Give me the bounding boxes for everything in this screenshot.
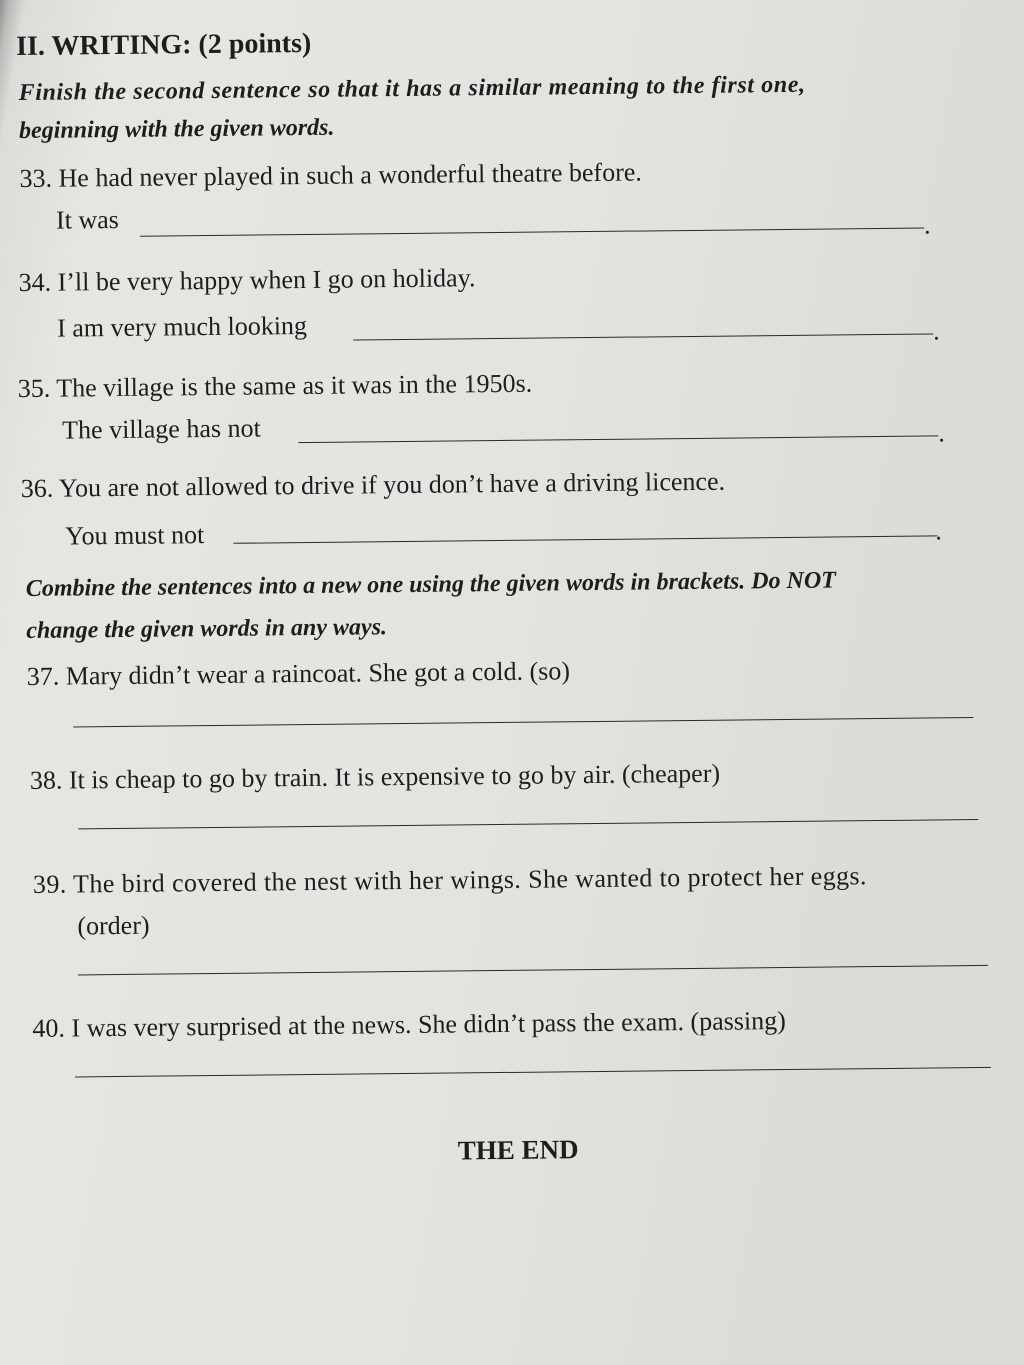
- question-35-prompt: 35. The village is the same as it was in the 1950s.: [17, 368, 533, 404]
- section-heading: II. WRITING: (2 points): [16, 27, 312, 63]
- question-38-prompt: 38. It is cheap to go by train. It is expensive to go by air. (cheaper): [29, 758, 721, 795]
- period-34: .: [933, 316, 940, 346]
- instruction-rewrite-line2: beginning with the given words.: [18, 114, 335, 145]
- question-34-prompt: 34. I’ll be very happy when I go on holiday.: [18, 263, 476, 298]
- question-36-starter: You must not: [65, 520, 205, 551]
- answer-line-38[interactable]: [78, 819, 978, 829]
- question-37-prompt: 37. Mary didn’t wear a raincoat. She got a cold. (so): [26, 656, 571, 691]
- answer-line-36[interactable]: [233, 535, 937, 543]
- answer-line-39[interactable]: [78, 965, 988, 976]
- instruction-combine-line1: Combine the sentences into a new one using the given words in brackets. Do NOT: [25, 567, 837, 602]
- question-34-starter: I am very much looking: [56, 311, 308, 343]
- instruction-rewrite-line1: Finish the second sentence so that it has a similar meaning to the first one,: [18, 71, 806, 107]
- period-36: .: [935, 516, 942, 546]
- question-33-starter: It was: [55, 204, 119, 235]
- question-36-prompt: 36. You are not allowed to drive if you don’t have a driving licence.: [20, 466, 726, 504]
- answer-line-33[interactable]: [140, 228, 924, 237]
- question-39-prompt-line2: (order): [77, 910, 150, 941]
- question-35-starter: The village has not: [62, 413, 261, 445]
- question-40-prompt: 40. I was very surprised at the news. She didn’t pass the exam. (passing): [32, 1006, 786, 1043]
- answer-line-34[interactable]: [353, 333, 933, 340]
- answer-line-37[interactable]: [73, 717, 973, 727]
- question-39-prompt-line1: 39. The bird covered the nest with her wings. She wanted to protect her eggs.: [32, 861, 868, 899]
- period-33: .: [923, 210, 931, 240]
- period-35: .: [938, 418, 945, 448]
- answer-line-35[interactable]: [298, 435, 938, 443]
- instruction-combine-line2: change the given words in any ways.: [26, 614, 388, 644]
- answer-line-40[interactable]: [75, 1067, 991, 1078]
- the-end-label: THE END: [457, 1134, 579, 1166]
- question-33-prompt: 33. He had never played in such a wonderful theatre before.: [19, 157, 642, 194]
